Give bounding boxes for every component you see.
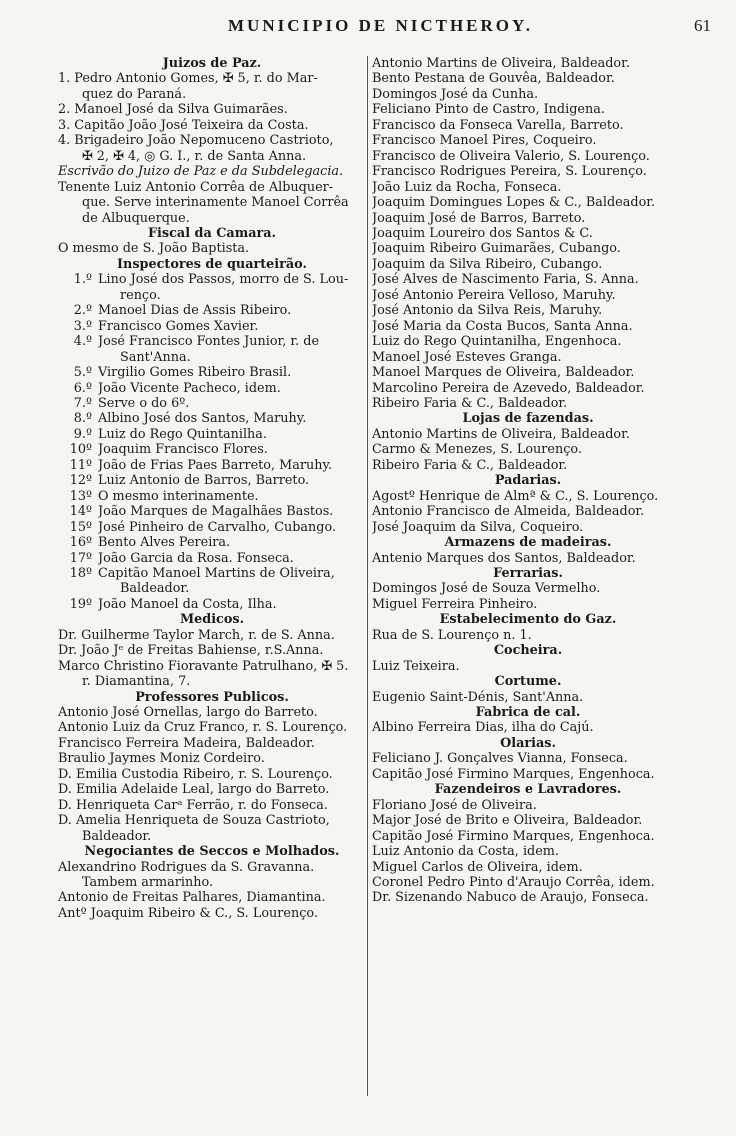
running-title: MUNICIPIO DE NICTHEROY. — [228, 16, 533, 35]
inspector-row — [58, 473, 366, 488]
list-item: Antonio José Ornellas, largo do Barreto. — [58, 705, 318, 721]
list-item: João Luiz da Rocha, Fonseca. — [372, 179, 562, 195]
list-item: Joaquim da Silva Ribeiro, Cubango. — [372, 256, 603, 272]
list-item: Francisco Manoel Pires, Coqueiro. — [372, 133, 597, 149]
list-item: Coronel Pedro Pinto d'Araujo Corrêa, idem. — [372, 875, 655, 891]
inspector-name: Albino José dos Santos, Maruhy. — [98, 411, 307, 427]
inspector-row — [58, 411, 366, 426]
list-item: Bento Pestana de Gouvêa, Baldeador. — [372, 71, 615, 87]
olarias-list — [372, 751, 684, 782]
list-item: Dr. João Jᵉ de Freitas Bahiense, r.S.Anna. — [58, 643, 324, 659]
list-item: Manoel Marques de Oliveira, Baldeador. — [372, 365, 635, 381]
ferrarias-list — [372, 581, 684, 612]
inspector-number: 8.º — [73, 411, 92, 427]
list-item: D. Emilia Custodia Ribeiro, r. S. Lourenço. — [58, 766, 333, 782]
inspector-number: 4.º — [73, 334, 92, 350]
list-item: Major José de Brito e Oliveira, Baldeador. — [372, 813, 643, 829]
inspector-number: 12º — [69, 473, 92, 489]
inspector-name: O mesmo interinamente. — [98, 488, 259, 504]
section-heading-inspectores: Inspectores de quarteirão. — [117, 256, 307, 272]
list-item: Alexandrino Rodrigues da S. Gravanna. — [58, 859, 315, 875]
inspector-number: 17º — [69, 550, 92, 566]
inspector-row — [58, 489, 366, 504]
inspector-number: 16º — [69, 535, 92, 551]
list-item: Ribeiro Faria & C., Baldeador. — [372, 395, 568, 411]
list-item: Feliciano J. Gonçalves Vianna, Fonseca. — [372, 751, 628, 767]
section-heading-fazendeiros: Fazendeiros e Lavradores. — [434, 782, 622, 798]
list-item: Francisco Rodrigues Pereira, S. Lourenço. — [372, 164, 647, 180]
inspector-row-cont: Baldeador. — [120, 581, 190, 597]
list-item: Rua de S. Lourenço n. 1. — [372, 627, 532, 643]
negociantes-names-list — [372, 56, 684, 411]
inspector-row — [58, 272, 366, 287]
juizo-entry-cont: ✠ 2, ✠ 4, ◎ G. I., r. de Santa Anna. — [82, 148, 307, 164]
inspector-number: 19º — [69, 596, 92, 612]
professores-list — [58, 705, 366, 829]
entry-number: 4. — [58, 133, 71, 149]
list-item: José Maria da Costa Bucos, Santa Anna. — [372, 318, 633, 334]
section-heading-armazens: Armazens de madeiras. — [444, 535, 612, 551]
inspector-row — [58, 396, 366, 411]
inspector-name: Virgilio Gomes Ribeiro Brasil. — [98, 365, 292, 381]
tenente-line-cont: que. Serve interinamente Manoel Corrêa — [82, 195, 349, 211]
inspector-number: 6.º — [73, 380, 92, 396]
section-heading-cortume: Cortume. — [494, 674, 562, 690]
list-item: D. Emilia Adelaide Leal, largo do Barreto. — [58, 782, 330, 798]
right-column — [372, 56, 684, 906]
inspector-name: João Vicente Pacheco, idem. — [98, 380, 281, 396]
inspector-row — [58, 458, 366, 473]
list-item: Joaquim Domingues Lopes & C., Baldeador. — [372, 195, 656, 211]
list-item: Luiz Teixeira. — [372, 658, 460, 674]
entry-text: Brigadeiro João Nepomuceno Castrioto, — [74, 133, 334, 149]
page-header — [0, 14, 736, 40]
list-item: Antonio Martins de Oliveira, Baldeador. — [372, 56, 630, 71]
list-item: Luiz do Rego Quintanilha, Engenhoca. — [372, 334, 622, 350]
list-item-cont: Baldeador. — [82, 828, 152, 844]
list-item: Manoel José Esteves Granga. — [372, 349, 562, 365]
list-item: Joaquim José de Barros, Barreto. — [372, 210, 586, 226]
juizo-entry — [58, 133, 366, 148]
inspector-number: 11º — [69, 457, 92, 473]
list-item: Antonio de Freitas Palhares, Diamantina. — [58, 890, 326, 906]
section-heading-gaz: Estabelecimento do Gaz. — [439, 612, 617, 628]
list-item: Luiz Antonio da Costa, idem. — [372, 844, 559, 860]
escrivao-line: Escrivão do Juizo de Paz e da Subdelegacia. — [58, 164, 344, 180]
inspector-name: José Pinheiro de Carvalho, Cubango. — [98, 519, 337, 535]
inspector-name: Francisco Gomes Xavier. — [98, 318, 259, 334]
list-item: Antonio Francisco de Almeida, Baldeador. — [372, 504, 645, 520]
list-item: Antº Joaquim Ribeiro & C., S. Lourenço. — [58, 905, 318, 921]
list-item: José Joaquim da Silva, Coqueiro. — [372, 519, 584, 535]
inspector-row — [58, 597, 366, 612]
inspector-row — [58, 427, 366, 442]
inspector-name: Capitão Manoel Martins de Oliveira, — [98, 565, 335, 581]
inspector-row — [58, 365, 366, 380]
inspector-row — [58, 535, 366, 550]
inspector-row — [58, 442, 366, 457]
inspector-row — [58, 334, 366, 349]
inspector-row — [58, 319, 366, 334]
page-number: 61 — [694, 16, 711, 35]
tenente-line: Tenente Luiz Antonio Corrêa de Albuquer- — [58, 179, 334, 195]
inspector-name: Serve o do 6º. — [98, 395, 190, 411]
inspector-row — [58, 303, 366, 318]
inspector-name: Luiz do Rego Quintanilha. — [98, 426, 267, 442]
inspector-number: 2.º — [73, 303, 92, 319]
juizo-entry — [58, 118, 366, 133]
entry-number: 1. — [58, 71, 71, 87]
section-heading-cocheira: Cocheira. — [493, 643, 563, 659]
juizo-entry-cont: quez do Paraná. — [82, 86, 187, 102]
list-item: Antonio Luiz da Cruz Franco, r. S. Lourenço. — [58, 720, 348, 736]
list-item: Joaquim Loureiro dos Santos & C. — [372, 225, 593, 241]
list-item: José Alves de Nascimento Faria, S. Anna. — [372, 272, 639, 288]
list-item: Floriano José de Oliveira. — [372, 797, 537, 813]
section-heading-olarias: Olarias. — [500, 735, 556, 751]
padarias-list — [372, 489, 684, 535]
list-item: Albino Ferreira Dias, ilha do Cajú. — [372, 720, 594, 736]
list-item: Braulio Jaymes Moniz Cordeiro. — [58, 751, 265, 767]
column-divider — [367, 56, 368, 1096]
inspector-name: Joaquim Francisco Flores. — [98, 442, 268, 458]
list-item: Agostº Henrique de Almª & C., S. Lourenço. — [372, 488, 659, 504]
inspector-row — [58, 504, 366, 519]
entry-text: Manoel José da Silva Guimarães. — [74, 102, 288, 118]
section-heading-padarias: Padarias. — [494, 473, 562, 489]
inspector-name: Luiz Antonio de Barros, Barreto. — [98, 473, 310, 489]
inspector-name: Manoel Dias de Assis Ribeiro. — [98, 303, 292, 319]
inspector-number: 10º — [69, 442, 92, 458]
list-item: Eugenio Saint-Dénis, Sant'Anna. — [372, 689, 584, 705]
inspector-number: 18º — [69, 565, 92, 581]
section-heading-lojas: Lojas de fazendas. — [462, 411, 594, 427]
list-item: José Antonio da Silva Reis, Maruhy. — [372, 303, 603, 319]
inspector-number: 1.º — [73, 272, 92, 288]
list-item: Francisco da Fonseca Varella, Barreto. — [372, 117, 624, 133]
entry-text: Capitão João José Teixeira da Costa. — [74, 117, 309, 133]
list-item: Miguel Ferreira Pinheiro. — [372, 596, 538, 612]
inspector-number: 15º — [69, 519, 92, 535]
inspector-row-cont: Sant'Anna. — [120, 349, 191, 365]
entry-number: 2. — [58, 102, 71, 118]
inspector-name: Lino José dos Passos, morro de S. Lou- — [98, 272, 349, 288]
inspector-name: João Manoel da Costa, Ilha. — [98, 596, 277, 612]
inspector-name: Bento Alves Pereira. — [98, 535, 231, 551]
inspector-number: 7.º — [73, 395, 92, 411]
list-item: D. Amelia Henriqueta de Souza Castrioto, — [58, 813, 330, 829]
section-heading-negociantes: Negociantes de Seccos e Molhados. — [84, 844, 340, 860]
list-item: Dr. Guilherme Taylor March, r. de S. Anna. — [58, 627, 335, 643]
list-item: Miguel Carlos de Oliveira, idem. — [372, 859, 583, 875]
juizo-entry — [58, 102, 366, 117]
inspector-name: João Marques de Magalhães Bastos. — [98, 504, 334, 520]
juizo-entry — [58, 71, 366, 86]
list-item: Antonio Martins de Oliveira, Baldeador. — [372, 426, 630, 442]
list-item: Antenio Marques dos Santos, Baldeador. — [372, 550, 636, 566]
inspector-name: João de Frias Paes Barreto, Maruhy. — [98, 457, 333, 473]
section-heading-juizos: Juizos de Paz. — [162, 56, 262, 71]
inspector-row — [58, 551, 366, 566]
left-column — [58, 56, 366, 921]
tenente-line-cont: de Albuquerque. — [82, 210, 190, 226]
list-item: Joaquim Ribeiro Guimarães, Cubango. — [372, 241, 621, 257]
list-item: Francisco Ferreira Madeira, Baldeador. — [58, 735, 315, 751]
inspector-name: João Garcia da Rosa. Fonseca. — [98, 550, 294, 566]
fazendeiros-list — [372, 798, 684, 906]
inspector-row-cont: renço. — [120, 287, 161, 303]
list-item: Domingos José da Cunha. — [372, 86, 539, 102]
section-heading-ferrarias: Ferrarias. — [493, 565, 563, 581]
inspector-number: 14º — [69, 504, 92, 520]
list-item: D. Henriqueta Carᵃ Ferrão, r. do Fonseca. — [58, 797, 328, 813]
list-item: Marcolino Pereira de Azevedo, Baldeador. — [372, 380, 645, 396]
inspector-row — [58, 381, 366, 396]
inspector-name: José Francisco Fontes Junior, r. de — [98, 334, 320, 350]
list-item: Capitão José Firmino Marques, Engenhoca. — [372, 828, 655, 844]
section-heading-cal: Fabrica de cal. — [475, 705, 581, 721]
lojas-list — [372, 427, 684, 473]
inspector-number: 3.º — [73, 318, 92, 334]
list-item: José Antonio Pereira Velloso, Maruhy. — [372, 287, 616, 303]
inspector-row — [58, 566, 366, 581]
list-item: Carmo & Menezes, S. Lourenço. — [372, 442, 582, 458]
list-item-cont: Tambem armarinho. — [82, 875, 214, 891]
list-item: Domingos José de Souza Vermelho. — [372, 581, 601, 597]
list-item: Ribeiro Faria & C., Baldeador. — [372, 457, 568, 473]
section-heading-medicos: Medicos. — [179, 612, 245, 628]
inspectores-list — [58, 272, 366, 612]
list-item: Capitão José Firmino Marques, Engenhoca. — [372, 766, 655, 782]
entry-number: 3. — [58, 117, 71, 133]
section-heading-fiscal: Fiscal da Camara. — [147, 225, 277, 241]
list-item: Feliciano Pinto de Castro, Indigena. — [372, 102, 605, 118]
list-item-cont: r. Diamantina, 7. — [82, 674, 191, 690]
entry-text: Pedro Antonio Gomes, ✠ 5, r. do Mar- — [74, 71, 318, 87]
list-item: Francisco de Oliveira Valerio, S. Lourenço. — [372, 148, 650, 164]
list-item: Marco Christino Fioravante Patrulhano, ✠ 5. — [58, 658, 349, 674]
section-heading-professores: Professores Publicos. — [135, 689, 289, 705]
inspector-number: 5.º — [73, 365, 92, 381]
fiscal-text: O mesmo de S. João Baptista. — [58, 241, 250, 257]
inspector-number: 13º — [69, 488, 92, 504]
list-item: Dr. Sizenando Nabuco de Araujo, Fonseca. — [372, 890, 649, 906]
inspector-row — [58, 520, 366, 535]
inspector-number: 9.º — [73, 426, 92, 442]
